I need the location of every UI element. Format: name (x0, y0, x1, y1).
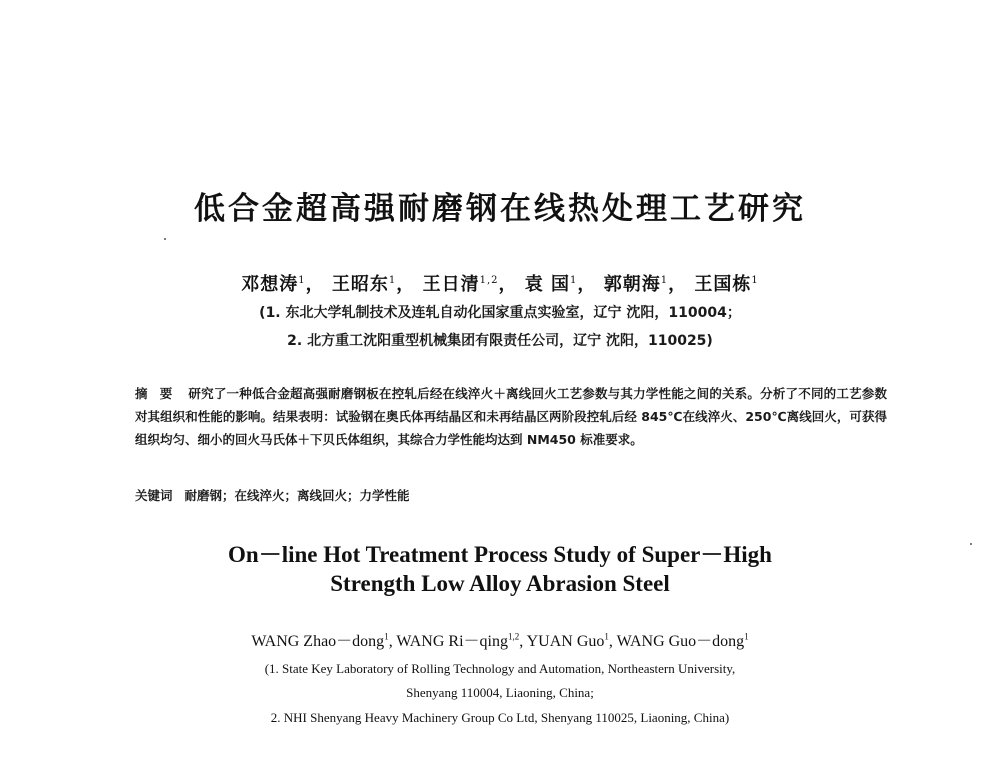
affiliation-cn: 2. 北方重工沈阳重型机械集团有限责任公司，辽宁 沈阳，110025) (287, 333, 713, 349)
keywords-cn (135, 486, 887, 504)
author-cn: 郭朝海 (603, 274, 661, 295)
keywords-text: 耐磨钢；在线淬火；离线回火；力学性能 (184, 488, 410, 503)
author-cn: 王国栋 (694, 274, 752, 295)
author-cn: 邓想涛 (241, 274, 299, 295)
scan-speck (164, 238, 166, 240)
author-affil-marker: 1 (388, 275, 397, 286)
author-affil-marker: 1 (570, 275, 578, 286)
author-affil-marker: 1 (604, 631, 609, 642)
author-cn: 王昭东 (331, 274, 389, 295)
author-cn: 袁 国 (524, 274, 571, 295)
author-list-en: WANG Zhao－dong$^1$, WANG Ri－qing$^{1,2}$, YUAN Guo$^1$, WANG Guo－dong$^1$ (251, 631, 749, 650)
affiliation-en: (1. State Key Laboratory of Rolling Technology and Automation, Northeastern University, (264, 661, 736, 676)
author-affil-marker: 1 (660, 275, 669, 286)
author-en: YUAN Guo (526, 633, 605, 650)
affiliation-cn: (1. 东北大学轧制技术及连轧自动化国家重点实验室，辽宁 沈阳，110004； (259, 305, 741, 321)
paper-title-en-line: Strength Low Alloy Abrasion Steel (330, 571, 670, 596)
author-affil-marker: 1 (298, 275, 306, 286)
author-affil-marker: 1 (744, 631, 749, 642)
abstract-cn (135, 382, 887, 451)
author-affil-marker: 1 (384, 631, 389, 642)
author-list-cn: 邓想涛$^1$， 王昭东$^1$， 王日清$^{1,2}$， 袁 国$^1$， 郭朝海$^1$， 王国栋$^1$ (241, 274, 759, 295)
author-en: WANG Ri－qing (396, 633, 508, 650)
author-en: WANG Zhao－dong (251, 633, 385, 650)
affiliation-en: Shenyang 110004, Liaoning, China; (406, 685, 594, 700)
author-cn: 王日清 (422, 274, 480, 295)
paper-title-en-line: On－line Hot Treatment Process Study of Super－High (228, 542, 772, 567)
author-en: WANG Guo－dong (616, 633, 745, 650)
keywords-label: 关键词 (135, 488, 173, 503)
author-affil-marker: 1 (751, 275, 759, 286)
abstract-label: 摘要 (135, 386, 185, 401)
abstract-text: 研究了一种低合金超高强耐磨钢板在控轧后经在线淬火＋离线回火工艺参数与其力学性能之间的关系。分析了不同的工艺参数对其组织和性能的影响。结果表明：试验钢在奥氏体再结晶区和未再结晶区两阶段控轧后经 845℃在线淬火、250℃离线回火，可获得组织均匀、细小的回火马氏体＋下贝氏体组织，其综合力学性能均达到 NM450 标准要求。 (135, 386, 887, 447)
paper-title-cn: 低合金超高强耐磨钢在线热处理工艺研究 (194, 191, 806, 227)
affiliation-en: 2. NHI Shenyang Heavy Machinery Group Co Ltd, Shenyang 110025, Liaoning, China) (270, 710, 730, 725)
author-affil-marker: 1,2 (507, 631, 520, 642)
scan-speck (970, 543, 972, 545)
author-affil-marker: 1,2 (479, 275, 499, 286)
